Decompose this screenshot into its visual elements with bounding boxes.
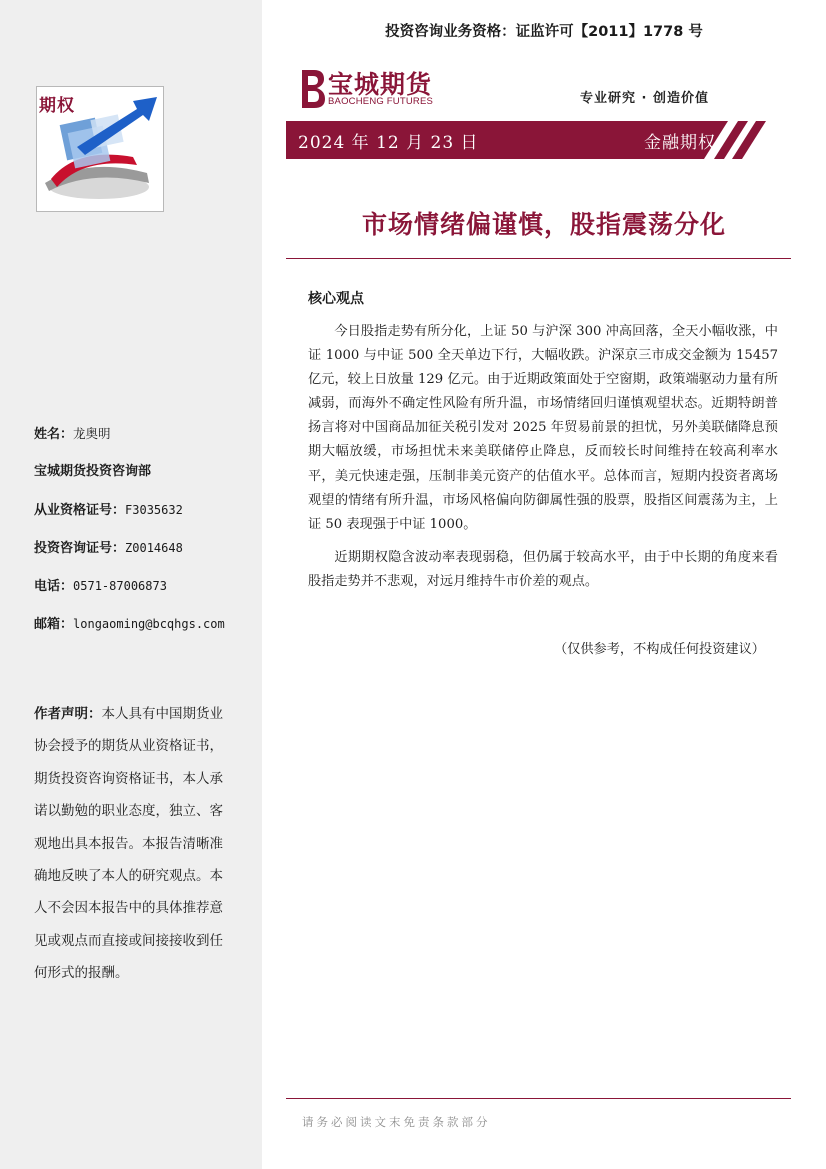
logo-chinese: 宝城期货 [328,70,433,99]
author-info [34,426,244,654]
phone-number: 0571-87006873 [73,579,167,593]
cover-image [36,86,164,212]
author-name: 龙奥明 [73,426,111,441]
sidebar [0,0,262,1169]
paragraph: 今日股指走势有所分化，上证 50 与沪深 300 冲高回落，全天小幅收涨，中证 1000 与中证 500 全天单边下行，大幅收跌。沪深京三市成交金额为 15457 亿元，较上日放量 129 亿元。由于近期政策面处于空窗期，政策端驱动力量有所减弱，而海外不确定性风险有所升温，市场情绪回归谨慎观望状态。近期特朗普扬言将对中国商品加征关税引发对 2025 年贸易前景的担忧，另外美联储降息预期大幅放缓，市场担忧未来美联储停止降息，反而较长时间维持在较高利率水平，美元快速走强，压制非美元资产的估值水平。总体而言，短期内投资者离场观望的情绪有所升温，市场风格偏向防御属性强的股票，股指区间震荡为主，上证 50 表现强于中证 1000。 [308,324,778,532]
email-row [34,616,244,654]
disclaimer-label: 作者声明： [34,706,102,722]
phone-label: 电话： [34,579,74,594]
qualification-number: F3035632 [125,503,183,517]
author-department: 宝城期货投资咨询部 [34,464,152,479]
consult-number: Z0014648 [125,541,183,555]
paragraph: 近期期权隐含波动率表现弱稳，但仍属于较高水平，由于中长期的角度来看股指走势并不悲观，对远月维持牛市价差的观点。 [308,549,778,589]
consult-label: 投资咨询证号： [34,541,126,556]
section-title: 核心观点 [308,291,364,307]
cover-tag: 期权 [39,96,75,116]
disclaimer-text: 本人具有中国期货业协会授予的期货从业资格证书，期货投资咨询资格证书，本人承诺以勤勉的职业态度，独立、客观地出具本报告。本报告清晰准确地反映了本人的研究观点。本人不会因本报告中的具体推荐意见或观点而直接或间接接收到任何形式的报酬。 [34,706,223,982]
headline-divider [286,258,791,259]
phone-row [34,578,244,616]
advice-note: （仅供参考，不构成任何投资建议） [554,642,765,657]
consult-row [34,540,244,578]
email-label: 邮箱： [34,617,74,632]
report-date: 2024 年 12 月 23 日 [298,133,479,153]
report-body [308,320,778,603]
report-headline: 市场情绪偏谨慎，股指震荡分化 [361,210,726,239]
logo-mark-icon [298,68,326,110]
slogan: 专业研究 · 创造价值 [580,91,709,106]
name-label: 姓名： [34,427,74,442]
footer-divider [286,1098,791,1099]
footer-text: 请务必阅读文末免责条款部分 [302,1115,491,1129]
report-category: 金融期权 [644,133,716,153]
logo-english: BAOCHENG FUTURES [328,96,434,107]
license-line: 投资咨询业务资格：证监许可【2011】1778 号 [385,24,703,40]
author-disclaimer [34,698,234,990]
email-link[interactable]: longaoming@bcqhgs.com [73,617,225,631]
author-name-row [34,426,244,464]
date-banner [286,121,786,159]
qualification-row [34,502,244,540]
qualification-label: 从业资格证号： [34,503,126,518]
